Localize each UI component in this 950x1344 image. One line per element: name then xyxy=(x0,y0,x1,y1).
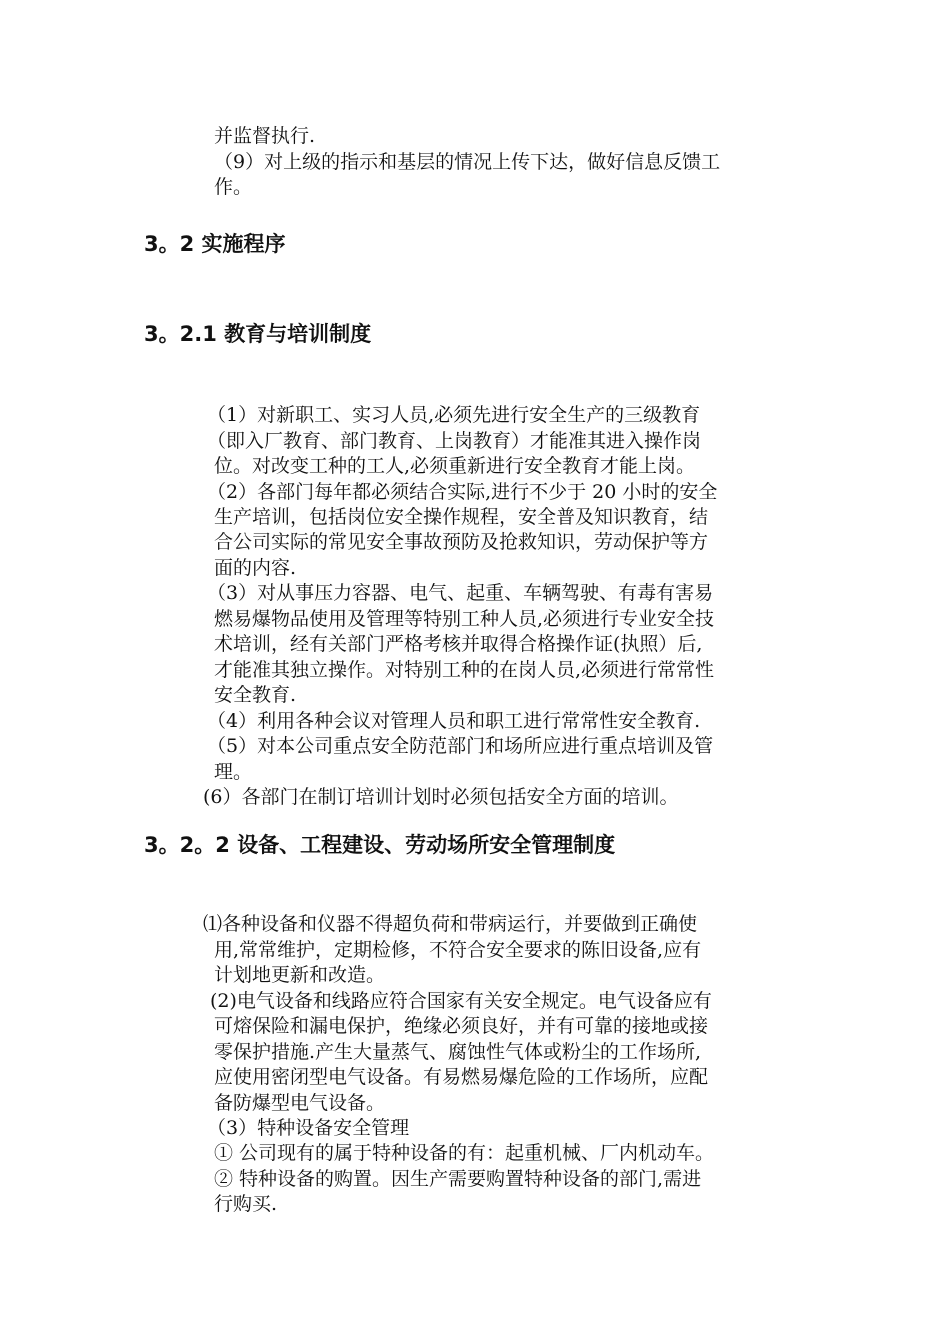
s321-line-15: 理。 xyxy=(214,761,253,783)
section-heading-3-2-2: 3。2。2 设备、工程建设、劳动场所安全管理制度 xyxy=(144,833,616,857)
s322-line-5: 可熔保险和漏电保护，绝缘必须良好，并有可靠的接地或接 xyxy=(214,1015,709,1037)
s322-line-3: 计划地更新和改造。 xyxy=(214,964,386,986)
section-heading-3-2: 3。2 实施程序 xyxy=(144,232,286,256)
s322-line-1: ⑴各种设备和仪器不得超负荷和带病运行，并要做到正确使 xyxy=(203,913,698,935)
s322-line-11: ② 特种设备的购置。因生产需要购置特种设备的部门,需进 xyxy=(214,1168,702,1190)
s322-line-8: 备防爆型电气设备。 xyxy=(214,1092,386,1114)
s321-line-14: （5）对本公司重点安全防范部门和场所应进行重点培训及管 xyxy=(207,735,714,757)
s322-line-4: (2)电气设备和线路应符合国家有关安全规定。电气设备应有 xyxy=(210,990,712,1012)
s322-line-2: 用,常常维护，定期检修，不符合安全要求的陈旧设备,应有 xyxy=(214,939,702,961)
s321-line-7: 面的内容. xyxy=(214,557,297,579)
s321-line-3: 位。对改变工种的工人,必须重新进行安全教育才能上岗。 xyxy=(214,455,696,477)
s321-line-5: 生产培训，包括岗位安全操作规程，安全普及知识教育，结 xyxy=(214,506,709,528)
s321-line-16: (6）各部门在制订培训计划时必须包括安全方面的培训。 xyxy=(203,786,679,808)
intro-line-3: 作。 xyxy=(214,176,253,198)
s322-line-12: 行购买. xyxy=(214,1193,278,1215)
s321-line-6: 合公司实际的常见安全事故预防及抢救知识，劳动保护等方 xyxy=(214,531,709,553)
intro-line-1: 并监督执行. xyxy=(214,125,316,147)
s321-line-2: （即入厂教育、部门教育、上岗教育）才能准其进入操作岗 xyxy=(207,430,702,452)
s321-line-11: 才能准其独立操作。对特别工种的在岗人员,必须进行常常性 xyxy=(214,659,715,681)
s321-line-12: 安全教育. xyxy=(214,684,297,706)
section-heading-3-2-1: 3。2.1 教育与培训制度 xyxy=(144,322,372,346)
intro-line-2: （9）对上级的指示和基层的情况上传下达，做好信息反馈工 xyxy=(214,151,721,173)
s322-line-10: ① 公司现有的属于特种设备的有：起重机械、厂内机动车。 xyxy=(214,1142,715,1164)
s322-line-6: 零保护措施.产生大量蒸气、腐蚀性气体或粉尘的工作场所, xyxy=(214,1041,702,1063)
s321-line-10: 术培训，经有关部门严格考核并取得合格操作证(执照）后, xyxy=(214,633,703,655)
s321-line-1: （1）对新职工、实习人员,必须先进行安全生产的三级教育 xyxy=(207,404,701,426)
s322-line-9: （3）特种设备安全管理 xyxy=(207,1117,410,1139)
s321-line-13: （4）利用各种会议对管理人员和职工进行常常性安全教育. xyxy=(207,710,701,732)
s321-line-4: （2）各部门每年都必须结合实际,进行不少于 20 小时的安全 xyxy=(207,481,718,503)
s321-line-9: 燃易爆物品使用及管理等特别工种人员,必须进行专业安全技 xyxy=(214,608,715,630)
s321-line-8: （3）对从事压力容器、电气、起重、车辆驾驶、有毒有害易 xyxy=(207,582,714,604)
s322-line-7: 应使用密闭型电气设备。有易燃易爆危险的工作场所，应配 xyxy=(214,1066,709,1088)
